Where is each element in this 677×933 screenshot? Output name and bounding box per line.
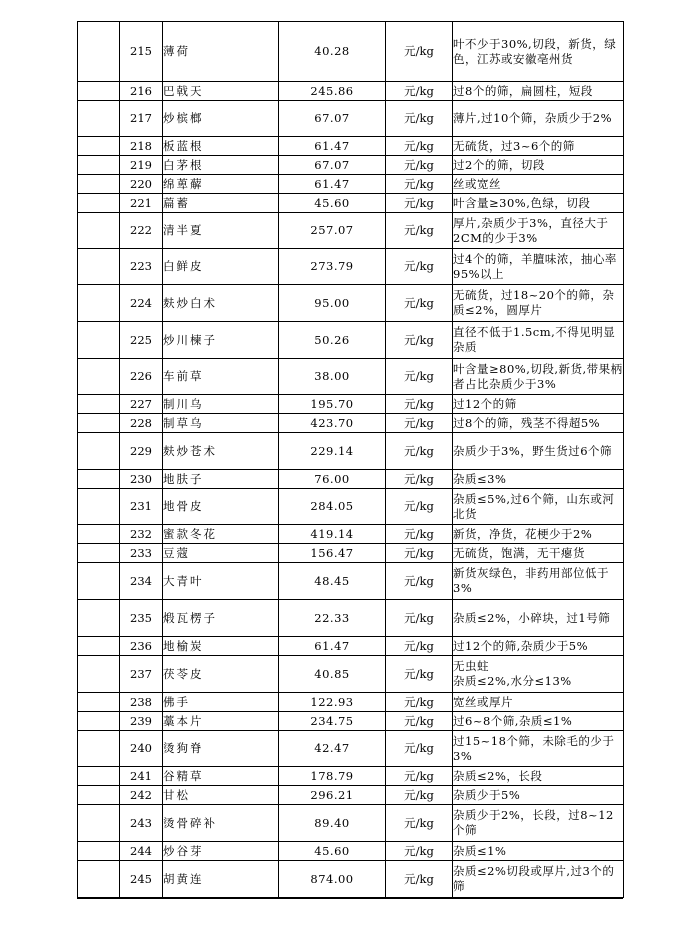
item-spec: 杂质少于2%，长段，过8~12个筛 [453,805,624,842]
item-number: 231 [120,489,163,525]
item-name: 麸炒苍术 [163,433,279,470]
table-row [78,322,624,359]
blank-cell [78,101,120,137]
item-spec: 过2个的筛，切段 [453,156,624,175]
item-spec: 杂质≤2%，小碎块，过1号筛 [453,600,624,637]
blank-cell [78,731,120,767]
item-unit: 元/kg [386,637,453,656]
item-spec: 杂质≤2%，长段 [453,767,624,786]
item-unit: 元/kg [386,842,453,861]
item-price: 874.00 [279,861,386,898]
item-price: 61.47 [279,175,386,194]
item-spec: 新货灰绿色，非药用部位低于3% [453,563,624,600]
item-unit: 元/kg [386,82,453,101]
item-name: 巴戟天 [163,82,279,101]
item-number: 240 [120,731,163,767]
item-unit: 元/kg [386,712,453,731]
item-spec: 丝或宽丝 [453,175,624,194]
item-spec: 厚片,杂质少于3%，直径大于2CM的少于3% [453,213,624,249]
item-spec: 新货，净货，花梗少于2% [453,525,624,544]
blank-cell [78,359,120,395]
item-number: 224 [120,285,163,322]
blank-cell [78,693,120,712]
blank-cell [78,525,120,544]
blank-cell [78,137,120,156]
item-number: 237 [120,656,163,693]
item-number: 223 [120,249,163,285]
item-number: 233 [120,544,163,563]
table-row [78,194,624,213]
item-price: 61.47 [279,137,386,156]
blank-cell [78,861,120,898]
bottom-rule [77,898,623,899]
table-row [78,656,624,693]
item-spec: 杂质≤2%切段或厚片,过3个的筛 [453,861,624,898]
item-unit: 元/kg [386,693,453,712]
item-spec: 无硫货，过3~6个的筛 [453,137,624,156]
table-row [78,433,624,470]
blank-cell [78,395,120,414]
blank-cell [78,563,120,600]
table-row [78,82,624,101]
table-row [78,563,624,600]
blank-cell [78,842,120,861]
item-spec: 过6~8个筛,杂质≤1% [453,712,624,731]
item-name: 板蓝根 [163,137,279,156]
table-row [78,600,624,637]
item-name: 胡黄连 [163,861,279,898]
item-price: 50.26 [279,322,386,359]
blank-cell [78,470,120,489]
blank-cell [78,767,120,786]
item-name: 萹蓄 [163,194,279,213]
item-spec: 杂质少于5% [453,786,624,805]
item-spec: 过8个的筛，扁圆柱，短段 [453,82,624,101]
item-price: 61.47 [279,637,386,656]
item-price: 45.60 [279,842,386,861]
item-price: 122.93 [279,693,386,712]
item-number: 218 [120,137,163,156]
item-name: 佛手 [163,693,279,712]
item-unit: 元/kg [386,249,453,285]
item-name: 炒谷芽 [163,842,279,861]
item-price: 195.70 [279,395,386,414]
item-spec: 宽丝或厚片 [453,693,624,712]
item-number: 219 [120,156,163,175]
item-spec: 叶不少于30%,切段，新货，绿色，江苏或安徽亳州货 [453,22,624,82]
item-number: 242 [120,786,163,805]
table-row [78,175,624,194]
table-row [78,731,624,767]
blank-cell [78,175,120,194]
item-unit: 元/kg [386,285,453,322]
item-name: 麸炒白术 [163,285,279,322]
blank-cell [78,156,120,175]
blank-cell [78,805,120,842]
item-name: 煅瓦楞子 [163,600,279,637]
item-price: 423.70 [279,414,386,433]
item-price: 95.00 [279,285,386,322]
item-spec: 直径不低于1.5cm,不得见明显杂质 [453,322,624,359]
item-number: 230 [120,470,163,489]
item-spec: 杂质≤3% [453,470,624,489]
table-row [78,414,624,433]
item-name: 烫狗脊 [163,731,279,767]
item-price: 419.14 [279,525,386,544]
table-row [78,767,624,786]
blank-cell [78,82,120,101]
item-price: 40.85 [279,656,386,693]
table-row [78,712,624,731]
table-row [78,693,624,712]
blank-cell [78,213,120,249]
blank-cell [78,712,120,731]
item-spec: 叶含量≥80%,切段,新货,带果柄者占比杂质少于3% [453,359,624,395]
item-number: 228 [120,414,163,433]
item-price: 89.40 [279,805,386,842]
item-name: 烫骨碎补 [163,805,279,842]
item-unit: 元/kg [386,194,453,213]
table-row [78,544,624,563]
table-row [78,285,624,322]
item-number: 215 [120,22,163,82]
item-spec: 杂质少于3%，野生货过6个筛 [453,433,624,470]
item-unit: 元/kg [386,600,453,637]
item-name: 制草乌 [163,414,279,433]
item-name: 地肤子 [163,470,279,489]
blank-cell [78,22,120,82]
item-number: 225 [120,322,163,359]
item-number: 229 [120,433,163,470]
item-unit: 元/kg [386,175,453,194]
item-unit: 元/kg [386,563,453,600]
item-number: 216 [120,82,163,101]
item-spec: 过15~18个筛，未除毛的少于3% [453,731,624,767]
table-row [78,22,624,82]
item-name: 炒川楝子 [163,322,279,359]
item-price: 296.21 [279,786,386,805]
table-row [78,489,624,525]
table-row [78,525,624,544]
item-unit: 元/kg [386,731,453,767]
blank-cell [78,600,120,637]
item-spec: 无硫货，过18~20个的筛，杂质≤2%，圆厚片 [453,285,624,322]
blank-cell [78,489,120,525]
item-unit: 元/kg [386,433,453,470]
item-spec: 过12个的筛 [453,395,624,414]
table-row [78,359,624,395]
item-number: 243 [120,805,163,842]
item-price: 40.28 [279,22,386,82]
blank-cell [78,544,120,563]
item-number: 239 [120,712,163,731]
item-name: 大青叶 [163,563,279,600]
item-number: 221 [120,194,163,213]
item-unit: 元/kg [386,786,453,805]
item-unit: 元/kg [386,395,453,414]
item-number: 244 [120,842,163,861]
item-number: 220 [120,175,163,194]
item-name: 制川乌 [163,395,279,414]
item-unit: 元/kg [386,656,453,693]
item-number: 235 [120,600,163,637]
item-unit: 元/kg [386,805,453,842]
item-price: 76.00 [279,470,386,489]
item-name: 茯苓皮 [163,656,279,693]
item-spec: 过4个的筛，羊膻味浓，抽心率95%以上 [453,249,624,285]
item-number: 232 [120,525,163,544]
item-number: 245 [120,861,163,898]
item-number: 241 [120,767,163,786]
item-unit: 元/kg [386,213,453,249]
item-spec: 杂质≤5%,过6个筛，山东或河北货 [453,489,624,525]
item-price: 67.07 [279,156,386,175]
item-name: 甘松 [163,786,279,805]
price-table [77,21,624,898]
item-unit: 元/kg [386,525,453,544]
item-unit: 元/kg [386,156,453,175]
item-name: 蜜款冬花 [163,525,279,544]
item-unit: 元/kg [386,470,453,489]
blank-cell [78,414,120,433]
table-row [78,805,624,842]
table-row [78,137,624,156]
item-price: 245.86 [279,82,386,101]
item-number: 226 [120,359,163,395]
item-price: 156.47 [279,544,386,563]
item-spec: 过12个的筛,杂质少于5% [453,637,624,656]
table-row [78,249,624,285]
item-name: 白鲜皮 [163,249,279,285]
item-name: 地骨皮 [163,489,279,525]
item-unit: 元/kg [386,767,453,786]
item-unit: 元/kg [386,22,453,82]
table-row [78,395,624,414]
table-row [78,842,624,861]
table-row [78,861,624,898]
item-name: 清半夏 [163,213,279,249]
table-row [78,156,624,175]
item-price: 178.79 [279,767,386,786]
item-price: 38.00 [279,359,386,395]
item-spec: 叶含量≥30%,色绿，切段 [453,194,624,213]
item-unit: 元/kg [386,322,453,359]
item-name: 谷精草 [163,767,279,786]
table-row [78,786,624,805]
item-name: 绵萆薢 [163,175,279,194]
blank-cell [78,433,120,470]
blank-cell [78,637,120,656]
item-price: 229.14 [279,433,386,470]
item-number: 236 [120,637,163,656]
item-number: 222 [120,213,163,249]
item-unit: 元/kg [386,544,453,563]
item-price: 273.79 [279,249,386,285]
item-spec: 无硫货，饱满，无干瘪货 [453,544,624,563]
item-price: 257.07 [279,213,386,249]
item-price: 284.05 [279,489,386,525]
item-spec: 薄片,过10个筛，杂质少于2% [453,101,624,137]
item-name: 炒槟榔 [163,101,279,137]
item-price: 48.45 [279,563,386,600]
table-row [78,101,624,137]
item-spec: 过8个的筛，残茎不得超5% [453,414,624,433]
item-unit: 元/kg [386,489,453,525]
blank-cell [78,249,120,285]
item-price: 67.07 [279,101,386,137]
blank-cell [78,322,120,359]
item-name: 地榆炭 [163,637,279,656]
item-name: 豆蔻 [163,544,279,563]
item-unit: 元/kg [386,101,453,137]
item-number: 234 [120,563,163,600]
item-name: 车前草 [163,359,279,395]
item-name: 白茅根 [163,156,279,175]
item-spec: 无虫蛀 杂质≤2%,水分≤13% [453,656,624,693]
table-row [78,470,624,489]
table-row [78,637,624,656]
item-price: 22.33 [279,600,386,637]
blank-cell [78,194,120,213]
item-unit: 元/kg [386,861,453,898]
blank-cell [78,285,120,322]
item-spec: 杂质≤1% [453,842,624,861]
item-unit: 元/kg [386,414,453,433]
item-price: 45.60 [279,194,386,213]
item-unit: 元/kg [386,137,453,156]
item-price: 234.75 [279,712,386,731]
item-name: 薄荷 [163,22,279,82]
blank-cell [78,786,120,805]
price-table-body [78,22,624,898]
item-name: 藁本片 [163,712,279,731]
blank-cell [78,656,120,693]
item-price: 42.47 [279,731,386,767]
item-number: 227 [120,395,163,414]
item-number: 238 [120,693,163,712]
item-unit: 元/kg [386,359,453,395]
table-row [78,213,624,249]
item-number: 217 [120,101,163,137]
